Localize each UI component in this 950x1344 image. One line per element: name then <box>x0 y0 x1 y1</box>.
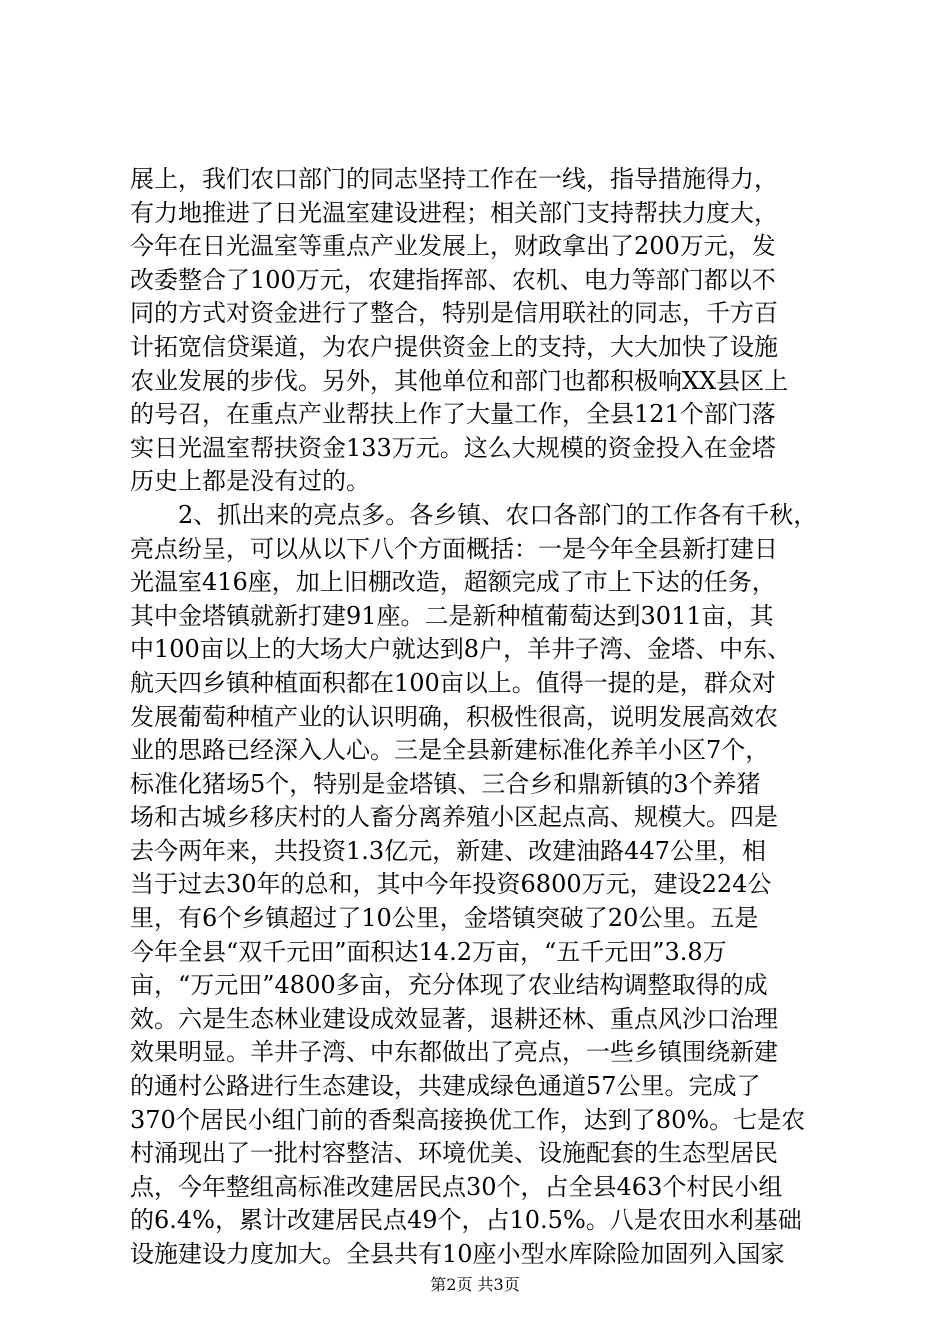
text-line: 农业发展的步伐。另外，其他单位和部门也都积极响XX县区上 <box>130 366 789 395</box>
text-line: 里，有6个乡镇超过了10公里，金塔镇突破了20公里。五是 <box>130 904 759 933</box>
text-line: 中100亩以上的大场大户就达到8户，羊井子湾、金塔、中东、 <box>130 635 792 664</box>
text-line: 2、抓出来的亮点多。各乡镇、农口各部门的工作各有千秋， <box>130 500 818 529</box>
text-line: 亩，“万元田”4800多亩，充分体现了农业结构调整取得的成 <box>130 971 768 1000</box>
text-line: 村涌现出了一批村容整洁、环境优美、设施配套的生态型居民 <box>130 1139 778 1168</box>
text-line: 场和古城乡移庆村的人畜分离养殖小区起点高、规模大。四是 <box>130 803 778 832</box>
text-line: 有力地推进了日光温室建设进程；相关部门支持帮扶力度大， <box>130 198 778 227</box>
text-line: 展上，我们农口部门的同志坚持工作在一线，指导措施得力， <box>130 165 778 193</box>
text-line: 业的思路已经深入人心。三是全县新建标准化养羊小区7个， <box>130 736 770 765</box>
text-line: 亮点纷呈，可以从以下八个方面概括：一是今年全县新打建日 <box>130 534 778 563</box>
text-line: 的通村公路进行生态建设，共建成绿色通道57公里。完成了 <box>130 1072 761 1101</box>
page-footer: 第2页 共3页 <box>430 1275 520 1294</box>
text-line: 今年在日光温室等重点产业发展上，财政拿出了200万元，发 <box>130 232 776 261</box>
text-line: 当于过去30年的总和，其中今年投资6800万元，建设224公 <box>130 870 772 899</box>
text-line: 改委整合了100万元，农建指挥部、农机、电力等部门都以不 <box>130 265 776 294</box>
text-line: 航天四乡镇种植面积都在100亩以上。值得一提的是，群众对 <box>130 668 776 697</box>
text-line: 的6.4%，累计改建居民点49个，占10.5%。八是农田水利基础 <box>130 1206 802 1235</box>
text-line: 同的方式对资金进行了整合，特别是信用联社的同志，千方百 <box>130 299 778 328</box>
text-line: 光温室416座，加上旧棚改造，超额完成了市上下达的任务， <box>130 568 776 597</box>
body-text <box>130 163 820 1272</box>
text-line: 发展葡萄种植产业的认识明确，积极性很高，说明发展高效农 <box>130 702 778 731</box>
text-line: 其中金塔镇就新打建91座。二是新种植葡萄达到3011亩，其 <box>130 601 774 630</box>
text-line: 点，今年整组高标准改建居民点30个，占全县463个村民小组 <box>130 1172 783 1201</box>
text-line: 标准化猪场5个，特别是金塔镇、三合乡和鼎新镇的3个养猪 <box>130 769 761 798</box>
text-line: 效果明显。羊井子湾、中东都做出了亮点，一些乡镇围绕新建 <box>130 1038 778 1067</box>
text-line: 实日光温室帮扶资金133万元。这么大规模的资金投入在金塔 <box>130 433 776 462</box>
text-line: 历史上都是没有过的。 <box>130 467 370 496</box>
text-line: 计拓宽信贷渠道，为农户提供资金上的支持，大大加快了设施 <box>130 332 778 361</box>
text-line: 设施建设力度加大。全县共有10座小型水库除险加固列入国家 <box>130 1240 785 1268</box>
text-line: 去今两年来，共投资1.3亿元，新建、改建油路447公里，相 <box>130 836 766 865</box>
text-line: 今年全县“双千元田”面积达14.2万亩，“五千元田”3.8万 <box>130 937 727 966</box>
text-line: 的号召，在重点产业帮扶上作了大量工作，全县121个部门落 <box>130 400 776 429</box>
text-line: 效。六是生态林业建设成效显著，退耕还林、重点风沙口治理 <box>130 1004 778 1033</box>
text-line: 370个居民小组门前的香梨高接换优工作，达到了80%。七是农 <box>130 1105 806 1134</box>
